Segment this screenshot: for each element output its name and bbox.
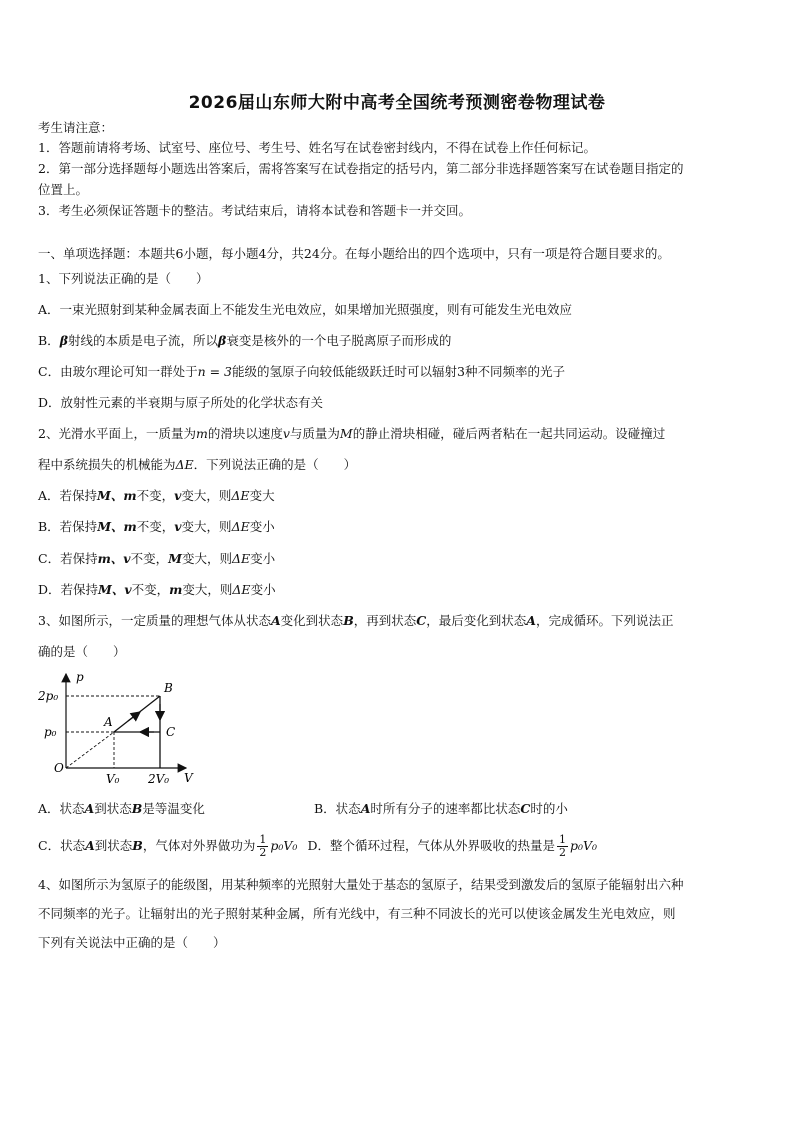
y-tick-label: 2p₀ xyxy=(38,689,59,703)
dashed-line xyxy=(66,732,114,768)
option-row xyxy=(38,830,760,862)
notice-item: 位置上。 xyxy=(38,182,89,197)
question-stem-cont: 确的是（ ） xyxy=(38,644,126,659)
notice-item: 2．第一部分选择题每小题选出答案后，需将答案写在试卷指定的括号内，第二部分非选择题答案写在试卷题目指定的 xyxy=(38,161,684,176)
fraction: $\frac{1}{2}$ xyxy=(259,833,267,859)
origin-label: O xyxy=(54,761,64,775)
math-expr: n = 3 xyxy=(197,364,233,379)
option-row xyxy=(38,800,760,818)
option-a: A．一束光照射到某种金属表面上不能发生光电效应，如果增加光照强度，则有可能发生光电效应 xyxy=(38,302,573,317)
notice-item: 1．答题前请将考场、试室号、座位号、考生号、姓名写在试卷密封线内，不得在试卷上作任何标记。 xyxy=(38,140,596,155)
question-stem-cont: 下列有关说法中正确的是（ ） xyxy=(38,935,226,950)
option-b: B．状态A时所有分子的速率都比状态C时的小 xyxy=(314,801,568,816)
beta-symbol: β xyxy=(59,333,68,348)
option-b: B．若保持M、m不变，v变大，则ΔE变小 xyxy=(38,519,275,534)
pv-diagram xyxy=(36,668,206,790)
question-stem: 1、下列说法正确的是（ ） xyxy=(38,271,209,286)
question-stem: 4、如图所示为氢原子的能级图，用某种频率的光照射大量处于基态的氢原子，结果受到激发后的氢原子能辐射出六种 xyxy=(38,877,684,892)
fraction: $\frac{1}{2}$ xyxy=(558,833,566,859)
option-d: D．放射性元素的半衰期与原子所处的化学状态有关 xyxy=(38,395,324,410)
x-tick-label: 2V₀ xyxy=(148,772,170,786)
beta-symbol: β xyxy=(218,333,227,348)
point-label-b: B xyxy=(164,681,173,695)
notice-heading: 考生请注意： xyxy=(38,120,114,135)
option-d: D．若保持M、v不变，m变大，则ΔE变小 xyxy=(38,582,276,597)
question-stem: 3、如图所示，一定质量的理想气体从状态A变化到状态B，再到状态C，最后变化到状态A，完成循环。下列说法正 xyxy=(38,613,674,628)
v-axis-label: V xyxy=(184,771,193,785)
p-axis-label: p xyxy=(76,670,84,684)
question-stem-cont: 程中系统损失的机械能为ΔE．下列说法正确的是（ ） xyxy=(38,457,357,472)
question-stem-cont: 不同频率的光子。让辐射出的光子照射某种金属，所有光线中，有三种不同波长的光可以使该金属发生光电效应，则 xyxy=(38,906,676,921)
point-label-c: C xyxy=(166,725,176,739)
option-a: A．若保持M、m不变，v变大，则ΔE变大 xyxy=(38,488,275,503)
y-tick-label: p₀ xyxy=(44,725,57,739)
section-heading: 一、单项选择题：本题共6小题，每小题4分，共24分。在每小题给出的四个选项中，只有一项是符合题目要求的。 xyxy=(38,246,670,261)
x-tick-label: V₀ xyxy=(106,772,120,786)
option-c: C．若保持m、v不变，M变大，则ΔE变小 xyxy=(38,551,276,566)
question-stem: 2、光滑水平面上，一质量为m的滑块以速度v与质量为M的静止滑块相碰，碰后两者粘在一起共同运动。设碰撞过 xyxy=(38,426,666,441)
page-title: 2026届山东师大附中高考全国统考预测密卷物理试卷 xyxy=(188,93,606,113)
option-c: C．由玻尔理论可知一群处于n = 3能级的氢原子向较低能级跃迁时可以辐射3种不同频率的光子 xyxy=(38,364,565,379)
notice-item: 3．考生必须保证答题卡的整洁。考试结束后，请将本试卷和答题卡一并交回。 xyxy=(38,203,471,218)
point-label-a: A xyxy=(104,715,113,729)
option-c: C．状态A到状态B，气体对外界做功为 $\frac{1}{2}$ p₀V₀ xyxy=(38,833,298,859)
arrow-ab xyxy=(128,712,140,721)
option-b: B．β射线的本质是电子流，所以β衰变是核外的一个电子脱离原子而形成的 xyxy=(38,333,452,348)
option-a: A．状态A到状态B是等温变化 xyxy=(38,801,205,816)
option-d: D．整个循环过程，气体从外界吸收的热量是 $\frac{1}{2}$ p₀V₀ xyxy=(307,833,598,859)
